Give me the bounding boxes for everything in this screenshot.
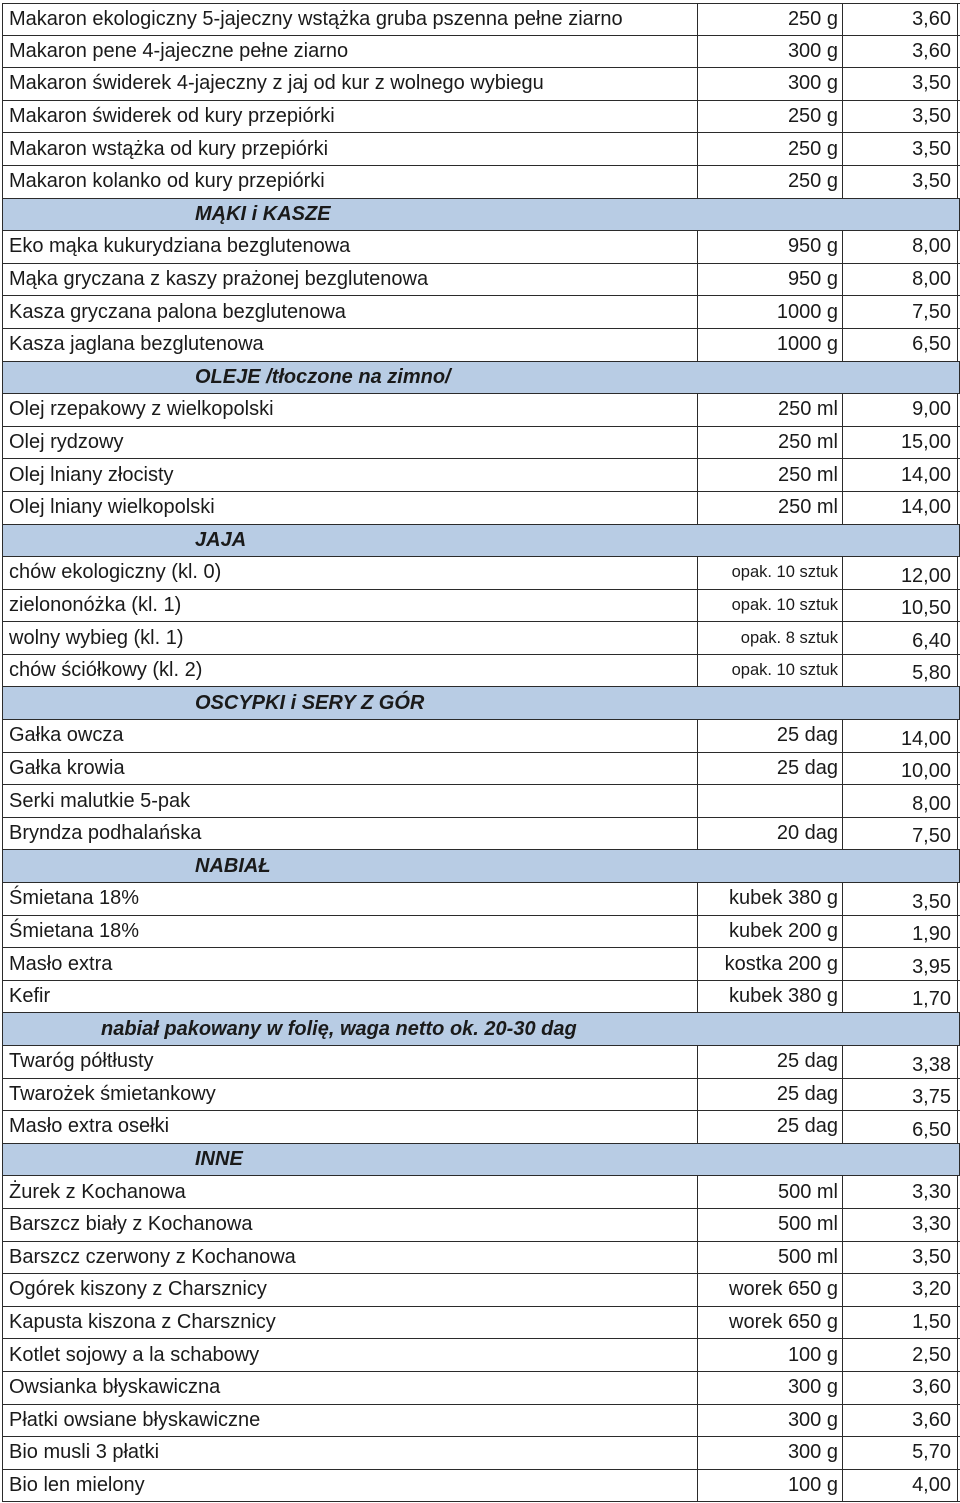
price-cell: 3,50 <box>842 1242 958 1274</box>
price-cell: 6,50 <box>842 329 958 361</box>
section-title: INNE <box>2 1144 960 1176</box>
table-row <box>2 427 960 460</box>
price-cell: 12,00 <box>842 557 958 589</box>
product-name-cell: Makaron kolanko od kury przepiórki <box>2 166 697 198</box>
price-cell: 8,00 <box>842 231 958 263</box>
price-cell: 3,50 <box>842 883 958 915</box>
price-cell: 3,30 <box>842 1176 958 1208</box>
product-name-cell: Barszcz biały z Kochanowa <box>2 1209 697 1241</box>
table-row <box>2 1209 960 1242</box>
quantity-cell: 300 g <box>697 1437 842 1469</box>
price-cell: 6,50 <box>842 1111 958 1143</box>
product-name-cell: Makaron świderek od kury przepiórki <box>2 101 697 133</box>
product-name-cell: wolny wybieg (kl. 1) <box>2 622 697 654</box>
price-cell: 5,70 <box>842 1437 958 1469</box>
product-name-cell: Bio musli 3 płatki <box>2 1437 697 1469</box>
quantity-cell: 950 g <box>697 231 842 263</box>
quantity-cell: 25 dag <box>697 753 842 785</box>
quantity-cell: 250 ml <box>697 427 842 459</box>
table-row <box>2 622 960 655</box>
quantity-cell: 250 g <box>697 133 842 165</box>
table-row <box>2 231 960 264</box>
table-row <box>2 1339 960 1372</box>
quantity-cell: opak. 10 sztuk <box>697 655 842 687</box>
quantity-cell: 300 g <box>697 1405 842 1437</box>
section-header <box>2 525 960 558</box>
section-title: OSCYPKI i SERY Z GÓR <box>2 687 960 719</box>
price-cell: 3,60 <box>842 1372 958 1404</box>
product-name-cell: Bio len mielony <box>2 1470 697 1502</box>
quantity-cell: kubek 200 g <box>697 916 842 948</box>
product-name-cell: Gałka owcza <box>2 720 697 752</box>
table-row <box>2 1079 960 1112</box>
quantity-cell: 500 ml <box>697 1242 842 1274</box>
table-row <box>2 655 960 688</box>
table-row <box>2 133 960 166</box>
quantity-cell: 300 g <box>697 1372 842 1404</box>
table-row <box>2 1242 960 1275</box>
table-row <box>2 785 960 818</box>
product-name-cell: Makaron świderek 4-jajeczny z jaj od kur z wolnego wybiegu <box>2 68 697 100</box>
quantity-cell: 500 ml <box>697 1209 842 1241</box>
product-name-cell: Olej rzepakowy z wielkopolski <box>2 394 697 426</box>
section-header <box>2 1013 960 1046</box>
quantity-cell: 250 ml <box>697 394 842 426</box>
price-cell: 3,50 <box>842 133 958 165</box>
section-header <box>2 199 960 232</box>
table-row <box>2 1470 960 1503</box>
price-cell: 3,50 <box>842 166 958 198</box>
price-cell: 3,38 <box>842 1046 958 1078</box>
price-cell: 2,50 <box>842 1339 958 1371</box>
quantity-cell: 100 g <box>697 1339 842 1371</box>
product-name-cell: Kasza jaglana bezglutenowa <box>2 329 697 361</box>
section-header <box>2 850 960 883</box>
section-title: NABIAŁ <box>2 850 960 882</box>
product-name-cell: Twaróg półtłusty <box>2 1046 697 1078</box>
quantity-cell: 500 ml <box>697 1176 842 1208</box>
product-name-cell: Masło extra <box>2 948 697 980</box>
quantity-cell: kubek 380 g <box>697 883 842 915</box>
price-cell: 1,70 <box>842 981 958 1013</box>
table-row <box>2 720 960 753</box>
quantity-cell: 20 dag <box>697 818 842 850</box>
quantity-cell <box>697 785 842 817</box>
product-name-cell: Owsianka błyskawiczna <box>2 1372 697 1404</box>
quantity-cell: worek 650 g <box>697 1274 842 1306</box>
product-name-cell: Mąka gryczana z kaszy prażonej bezglutenowa <box>2 264 697 296</box>
product-name-cell: Śmietana 18% <box>2 916 697 948</box>
product-name-cell: Żurek z Kochanowa <box>2 1176 697 1208</box>
table-row <box>2 1046 960 1079</box>
product-name-cell: Kefir <box>2 981 697 1013</box>
price-cell: 14,00 <box>842 459 958 491</box>
quantity-cell: 25 dag <box>697 720 842 752</box>
quantity-cell: 250 g <box>697 166 842 198</box>
price-cell: 1,90 <box>842 916 958 948</box>
table-row <box>2 1437 960 1470</box>
table-row <box>2 1372 960 1405</box>
section-title: nabiał pakowany w folię, waga netto ok. 20-30 dag <box>2 1013 960 1045</box>
product-name-cell: Makaron wstążka od kury przepiórki <box>2 133 697 165</box>
price-cell: 14,00 <box>842 492 958 524</box>
quantity-cell: worek 650 g <box>697 1307 842 1339</box>
quantity-cell: 950 g <box>697 264 842 296</box>
section-header <box>2 687 960 720</box>
price-cell: 3,50 <box>842 101 958 133</box>
price-cell: 4,00 <box>842 1470 958 1502</box>
table-row <box>2 1176 960 1209</box>
price-cell: 7,50 <box>842 296 958 328</box>
table-row <box>2 818 960 851</box>
table-row <box>2 1111 960 1144</box>
section-header <box>2 362 960 395</box>
price-cell: 3,30 <box>842 1209 958 1241</box>
product-name-cell: Twarożek śmietankowy <box>2 1079 697 1111</box>
table-row <box>2 264 960 297</box>
table-row <box>2 883 960 916</box>
product-name-cell: Olej lniany wielkopolski <box>2 492 697 524</box>
price-cell: 14,00 <box>842 720 958 752</box>
price-cell: 5,80 <box>842 655 958 687</box>
price-cell: 1,50 <box>842 1307 958 1339</box>
quantity-cell: 300 g <box>697 68 842 100</box>
table-row <box>2 3 960 36</box>
table-row <box>2 916 960 949</box>
product-name-cell: Kapusta kiszona z Charsznicy <box>2 1307 697 1339</box>
product-name-cell: Olej lniany złocisty <box>2 459 697 491</box>
table-row <box>2 36 960 69</box>
product-name-cell: chów ekologiczny (kl. 0) <box>2 557 697 589</box>
price-cell: 3,60 <box>842 4 958 35</box>
table-row <box>2 492 960 525</box>
table-row <box>2 166 960 199</box>
quantity-cell: kubek 380 g <box>697 981 842 1013</box>
price-cell: 7,50 <box>842 818 958 850</box>
price-cell: 6,40 <box>842 622 958 654</box>
price-cell: 10,50 <box>842 590 958 622</box>
price-list-table <box>2 3 960 1502</box>
price-cell: 3,60 <box>842 1405 958 1437</box>
table-row <box>2 68 960 101</box>
quantity-cell: 25 dag <box>697 1046 842 1078</box>
quantity-cell: 250 g <box>697 4 842 35</box>
price-cell: 8,00 <box>842 264 958 296</box>
quantity-cell: opak. 10 sztuk <box>697 590 842 622</box>
product-name-cell: Masło extra osełki <box>2 1111 697 1143</box>
section-title: MĄKI i KASZE <box>2 199 960 231</box>
table-row <box>2 329 960 362</box>
quantity-cell: 25 dag <box>697 1111 842 1143</box>
product-name-cell: Barszcz czerwony z Kochanowa <box>2 1242 697 1274</box>
quantity-cell: 100 g <box>697 1470 842 1502</box>
quantity-cell: 1000 g <box>697 296 842 328</box>
table-row <box>2 1307 960 1340</box>
quantity-cell: 250 ml <box>697 492 842 524</box>
quantity-cell: opak. 10 sztuk <box>697 557 842 589</box>
product-name-cell: Płatki owsiane błyskawiczne <box>2 1405 697 1437</box>
product-name-cell: Bryndza podhalańska <box>2 818 697 850</box>
product-name-cell: Kotlet sojowy a la schabowy <box>2 1339 697 1371</box>
quantity-cell: 300 g <box>697 36 842 68</box>
table-row <box>2 459 960 492</box>
table-row <box>2 753 960 786</box>
product-name-cell: Olej rydzowy <box>2 427 697 459</box>
table-row <box>2 1274 960 1307</box>
product-name-cell: Makaron ekologiczny 5-jajeczny wstążka gruba pszenna pełne ziarno <box>2 4 697 35</box>
table-row <box>2 590 960 623</box>
table-row <box>2 296 960 329</box>
section-title: OLEJE /tłoczone na zimno/ <box>2 362 960 394</box>
table-row <box>2 101 960 134</box>
quantity-cell: 250 g <box>697 101 842 133</box>
product-name-cell: zielononóżka (kl. 1) <box>2 590 697 622</box>
product-name-cell: chów ściółkowy (kl. 2) <box>2 655 697 687</box>
section-title: JAJA <box>2 525 960 557</box>
product-name-cell: Serki malutkie 5-pak <box>2 785 697 817</box>
product-name-cell: Makaron pene 4-jajeczne pełne ziarno <box>2 36 697 68</box>
table-row <box>2 394 960 427</box>
price-cell: 3,60 <box>842 36 958 68</box>
price-cell: 9,00 <box>842 394 958 426</box>
table-row <box>2 981 960 1014</box>
product-name-cell: Eko mąka kukurydziana bezglutenowa <box>2 231 697 263</box>
price-cell: 3,20 <box>842 1274 958 1306</box>
product-name-cell: Ogórek kiszony z Charsznicy <box>2 1274 697 1306</box>
table-row <box>2 1405 960 1438</box>
price-cell: 3,95 <box>842 948 958 980</box>
price-cell: 3,50 <box>842 68 958 100</box>
price-cell: 3,75 <box>842 1079 958 1111</box>
price-cell: 10,00 <box>842 753 958 785</box>
product-name-cell: Kasza gryczana palona bezglutenowa <box>2 296 697 328</box>
table-row <box>2 948 960 981</box>
quantity-cell: kostka 200 g <box>697 948 842 980</box>
table-row <box>2 557 960 590</box>
product-name-cell: Śmietana 18% <box>2 883 697 915</box>
quantity-cell: opak. 8 sztuk <box>697 622 842 654</box>
product-name-cell: Gałka krowia <box>2 753 697 785</box>
price-cell: 8,00 <box>842 785 958 817</box>
quantity-cell: 25 dag <box>697 1079 842 1111</box>
section-header <box>2 1144 960 1177</box>
quantity-cell: 1000 g <box>697 329 842 361</box>
price-cell: 15,00 <box>842 427 958 459</box>
quantity-cell: 250 ml <box>697 459 842 491</box>
